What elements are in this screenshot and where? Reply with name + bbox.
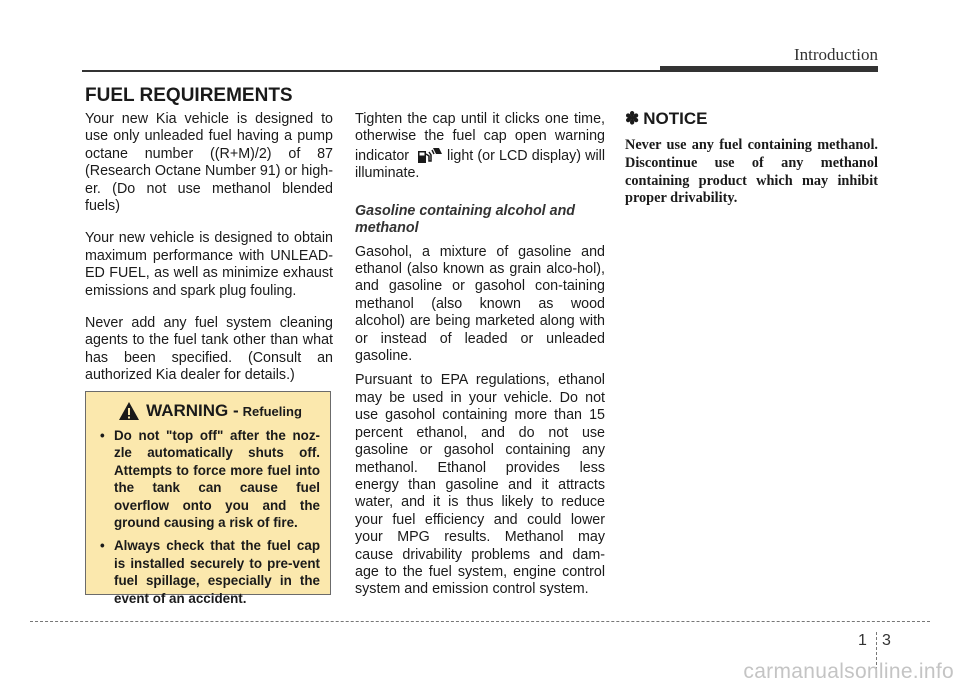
column-right [625,110,878,223]
warning-triangle-icon [118,401,140,421]
watermark: carmanualsonline.info [743,660,954,683]
fuel-cap-text-after: light (or LCD display) will illuminate. [355,147,605,182]
notice-star-icon: ✽ [625,109,640,128]
warning-item: • Always check that the fuel cap is installed securely to pre-vent fuel spillage, especially in the event of an accident. [100,537,320,607]
paragraph-cleaning-agents: Never add any fuel system cleaning agents to the fuel tank other than what has been specified. (Consult an authorized Kia dealer for details.) [85,315,333,384]
fuel-cap-open-icon [413,146,443,164]
page-heading: FUEL REQUIREMENTS [85,85,293,106]
page-number: 3 [882,632,891,649]
notice-text: Never use any fuel containing methanol. Discontinue use of any methanol containing product which may inhibit proper drivability. [625,137,878,207]
warning-item: • Do not "top off" after the noz-zle automatically shuts off. Attempts to force more fuel into the tank can cause fuel overflow onto you and the ground causing a risk of fire. [100,427,320,531]
header-rule-thick [660,66,878,72]
notice-label: NOTICE [643,109,708,128]
warning-label: WARNING - [146,401,239,420]
fuel-cap-text-before: Tighten the cap until it clicks one time, otherwise the fuel cap open warning indicator [355,111,605,164]
section-label: Introduction [793,45,878,64]
paragraph-fuel-cap [355,111,605,183]
notice-title [625,110,878,127]
paragraph-fuel-octane: Your new Kia vehicle is designed to use only unleaded fuel having a pump octane number ((R+M)/2) of 87 (Research Octane Number 91) or high-er. (Do not use methanol blended fuels) [85,111,333,215]
column-middle [355,111,605,614]
subheading-alcohol: Gasoline containing alcohol and methanol [355,202,576,236]
warning-subtitle: Refueling [242,403,302,419]
header-rule [82,70,662,72]
footer-dashed-rule [30,621,930,622]
page-chapter: 1 [858,632,867,649]
warning-box [85,391,331,606]
column-left [85,111,333,400]
paragraph-unleaded: Your new vehicle is designed to obtain maximum performance with UNLEAD-ED FUEL, as well as minimize exhaust emissions and spark plug fouling. [85,230,333,299]
paragraph-gasohol: Gasohol, a mixture of gasoline and ethanol (also known as grain alco-hol), and gasoline or gasohol con-taining methanol (also known as wood alcohol) are being marketed along with or instead of leaded or unleaded gasoline. [355,243,605,365]
warning-list [100,427,320,607]
paragraph-epa: Pursuant to EPA regulations, ethanol may be used in your vehicle. Do not use gasohol containing more than 15 percent ethanol, and do not use gasoline or gasohol containing any methanol. Ethanol provides less energy than gasoline and it attracts water, and it is thus likely to reduce your fuel efficiency and could lower your MPG results. Methanol may cause drivability problems and dam-age to the fuel system, engine control system and emission control system. [355,372,605,598]
warning-title [100,401,320,421]
